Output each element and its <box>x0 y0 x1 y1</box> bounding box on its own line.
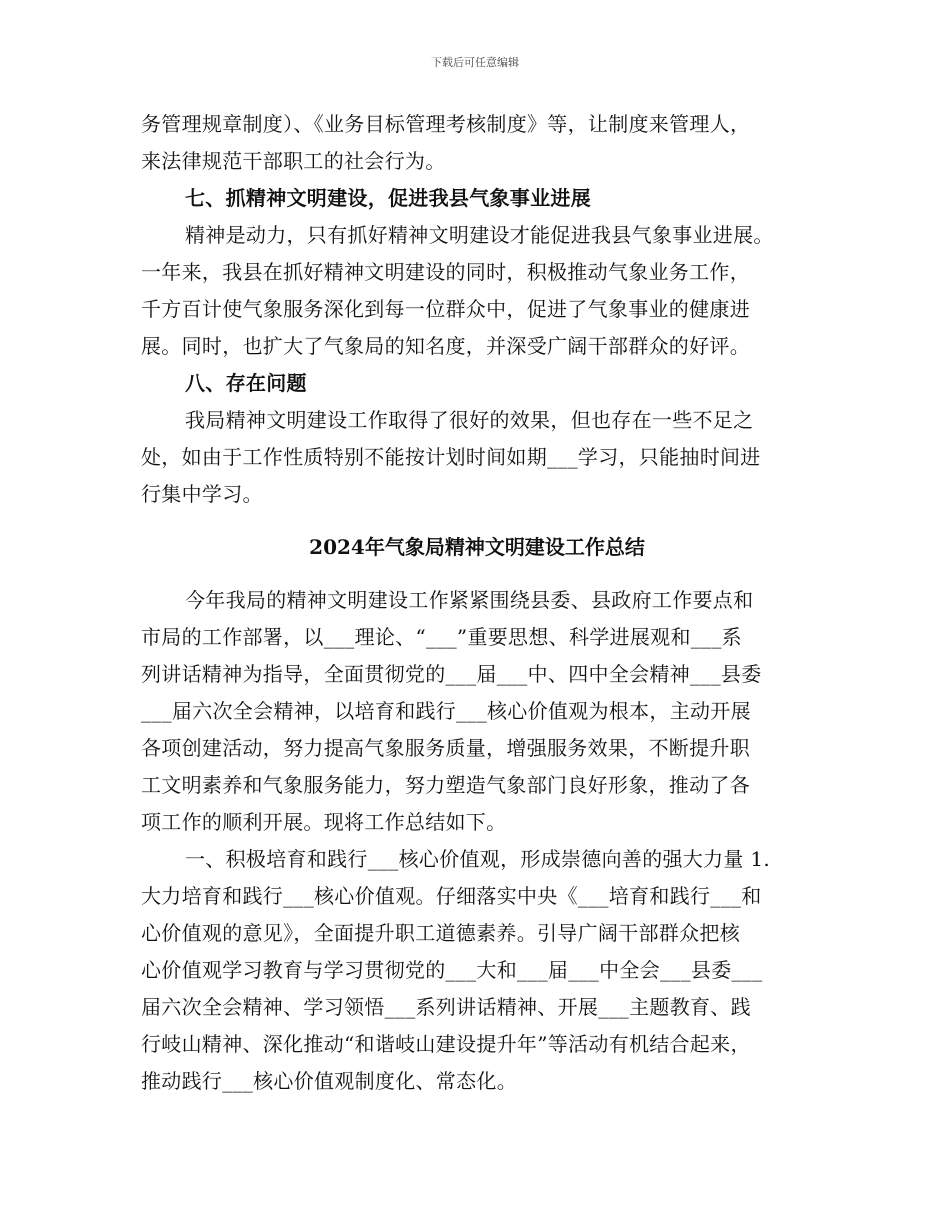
paragraph-line: 展。同时，也扩大了气象局的知名度，并深受广阔干部群众的好评。 <box>141 334 750 358</box>
paragraph-line: 一、积极培育和践行___核心价值观，形成崇德向善的强大力量 1. <box>185 847 771 871</box>
header-note: 下载后可任意编辑 <box>431 56 519 69</box>
document-body <box>141 106 813 1100</box>
paragraph-line: 千方百计使气象服务深化到每一位群众中，促进了气象事业的健康进 <box>141 297 750 321</box>
paragraph-line: 今年我局的精神文明建设工作紧紧围绕县委、县政府工作要点和 <box>185 588 754 612</box>
paragraph-line: 届六次全会精神、学习领悟___系列讲话精神、开展___主题教育、践 <box>141 995 751 1019</box>
paragraph-line: 务管理规章制度）、《业务目标管理考核制度》等，让制度来管理人， <box>141 112 751 136</box>
paragraph-line: 精神是动力，只有抓好精神文明建设才能促进我县气象事业进展。 <box>185 223 774 247</box>
paragraph-line: 推动践行___核心价值观制度化、常态化。 <box>141 1069 517 1093</box>
section-heading-7: 七、抓精神文明建设，促进我县气象事业进展 <box>185 186 591 210</box>
paragraph-line: 心价值观学习教育与学习贯彻党的___大和___届___中全会___县委___ <box>141 958 763 982</box>
paragraph-line: 我局精神文明建设工作取得了很好的效果，但也存在一些不足之 <box>185 408 754 432</box>
paragraph-line: 市局的工作部署，以___理论、“___”重要思想、科学进展观和___系 <box>141 625 742 649</box>
paragraph-line: 各项创建活动，努力提高气象服务质量，增强服务效果，不断提升职 <box>141 736 750 760</box>
paragraph-line: 来法律规范干部职工的社会行为。 <box>141 149 446 173</box>
document-title: 2024年气象局精神文明建设工作总结 <box>309 535 645 559</box>
paragraph-line: 列讲话精神为指导，全面贯彻党的___届___中、四中全会精神___县委 <box>141 662 762 686</box>
paragraph-line: 大力培育和践行___核心价值观。仔细落实中央《___培育和践行___和 <box>141 884 762 908</box>
section-heading-8: 八、存在问题 <box>185 371 307 395</box>
paragraph-line: 一年来，我县在抓好精神文明建设的同时，积极推动气象业务工作， <box>141 260 750 284</box>
paragraph-line: ___届六次全会精神，以培育和践行___核心价值观为根本，主动开展 <box>141 699 751 723</box>
paragraph-line: 项工作的顺利开展。现将工作总结如下。 <box>141 810 507 834</box>
paragraph-line: 行集中学习。 <box>141 482 263 506</box>
paragraph-line: 行岐山精神、深化推动“和谐岐山建设提升年”等活动有机结合起来， <box>141 1032 751 1056</box>
paragraph-line: 工文明素养和气象服务能力，努力塑造气象部门良好形象，推动了各 <box>141 773 750 797</box>
paragraph-line: 处，如由于工作性质特别不能按计划时间如期___学习，只能抽时间进 <box>141 445 761 469</box>
paragraph-line: 心价值观的意见》，全面提升职工道德素养。引导广阔干部群众把核 <box>141 921 740 945</box>
